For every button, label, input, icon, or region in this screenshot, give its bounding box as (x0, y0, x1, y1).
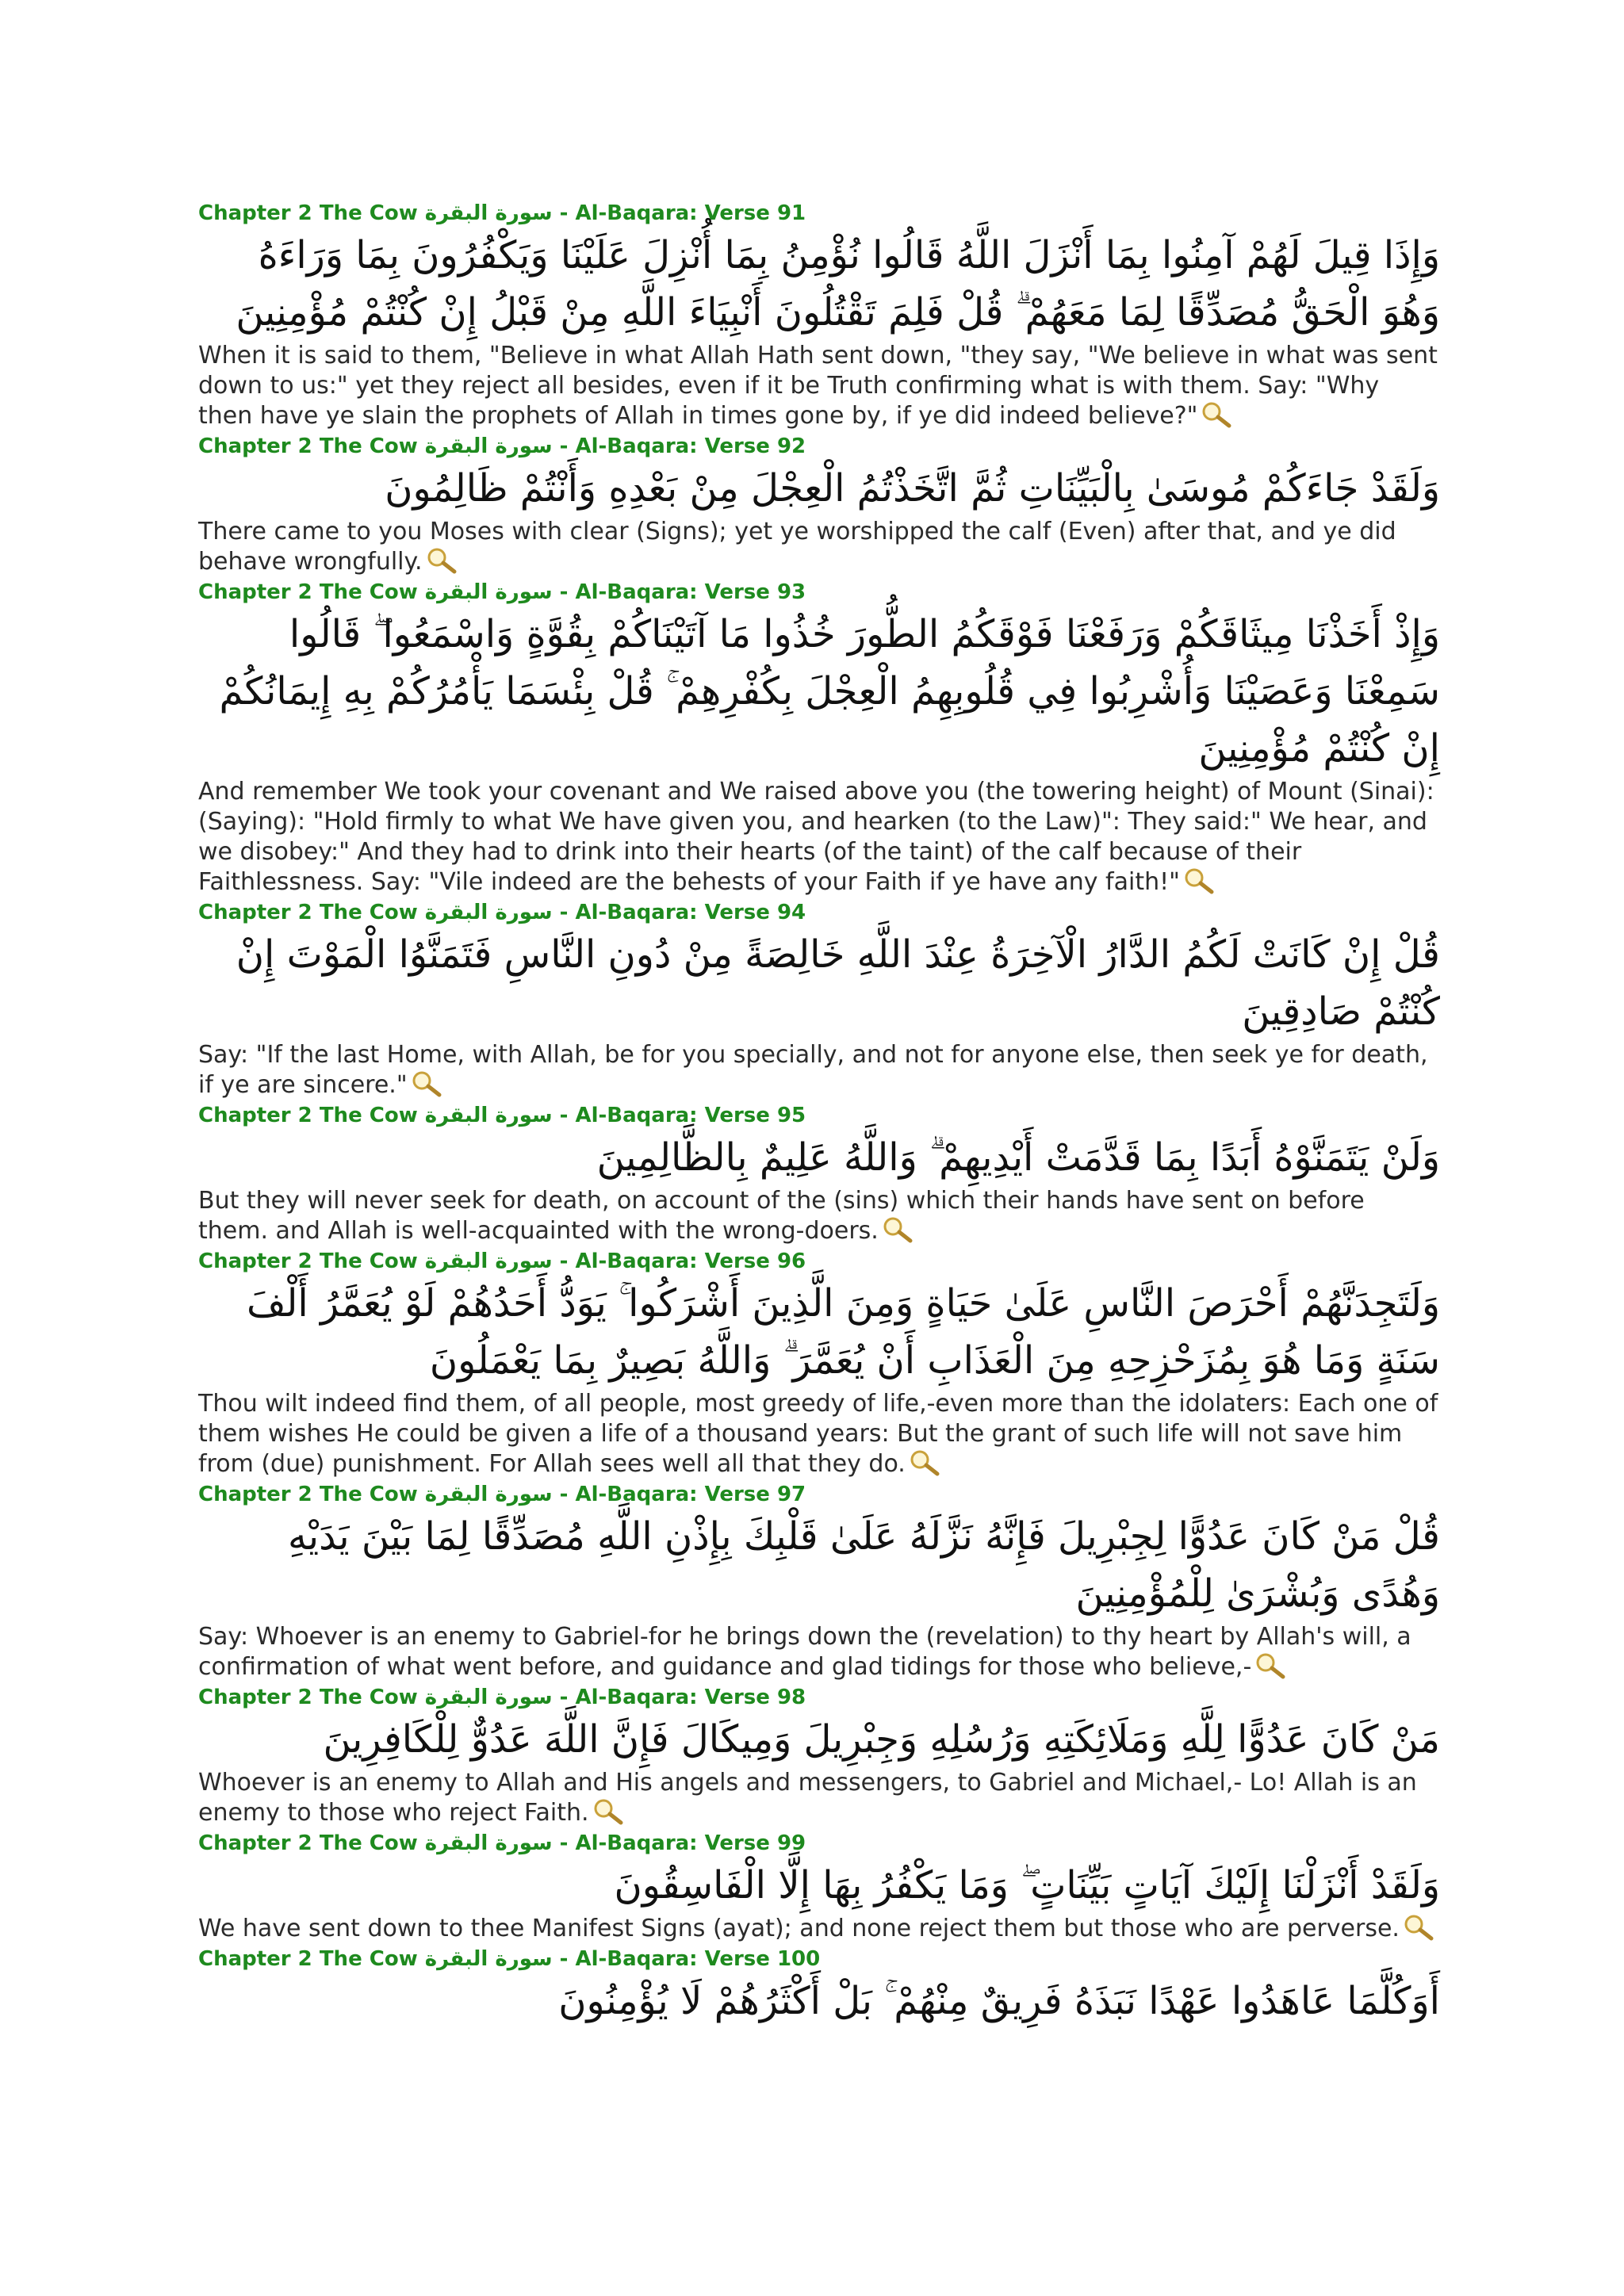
magnifier-icon[interactable] (426, 547, 458, 574)
surah-name-arabic: سورة البقرة (424, 580, 553, 604)
heading-separator: - (552, 1483, 576, 1506)
chapter-label: Chapter 2 The Cow (198, 580, 418, 604)
surah-name-arabic: سورة البقرة (424, 1249, 553, 1273)
arabic-verse-text: وَإِذْ أَخَذْنَا مِيثَاقَكُمْ وَرَفَعْنَا فَوْقَكُمُ الطُّورَ خُذُوا مَا آتَيْنَاكُمْ بِقُوَّةٍ وَاسْمَعُوا ۖ قَالُوا سَمِعْنَا وَعَصَيْنَا وَأُشْرِبُوا فِي قُلُوبِهِمُ الْعِجْلَ بِكُفْرِهِمْ ۚ قُلْ بِئْسَمَا يَأْمُرُكُمْ بِهِ إِيمَانُكُمْ إِنْ كُنْتُمْ مُؤْمِنِينَ (219, 612, 1440, 771)
verse-reference: Al-Baqara: Verse 100 (575, 1947, 821, 1971)
chapter-label: Chapter 2 The Cow (198, 1686, 418, 1709)
magnifier-icon[interactable] (909, 1449, 940, 1476)
magnifier-icon[interactable] (1403, 1914, 1434, 1941)
arabic-verse-text: وَلَنْ يَتَمَنَّوْهُ أَبَدًا بِمَا قَدَّمَتْ أَيْدِيهِمْ ۗ وَاللَّهُ عَلِيمٌ بِالظَّالِمِينَ (596, 1135, 1440, 1180)
chapter-label: Chapter 2 The Cow (198, 1831, 418, 1855)
verse-reference: Al-Baqara: Verse 91 (575, 201, 806, 225)
heading-separator: - (552, 580, 576, 604)
translation-text (198, 1186, 1440, 1246)
surah-name-arabic: سورة البقرة (424, 201, 553, 225)
verse-99 (198, 1830, 1440, 1944)
magnifier-icon[interactable] (1183, 867, 1215, 894)
verse-reference: Al-Baqara: Verse 93 (575, 580, 806, 604)
translation-text (198, 1622, 1440, 1682)
verse-heading[interactable] (198, 433, 1440, 460)
chapter-label: Chapter 2 The Cow (198, 901, 418, 924)
surah-name-arabic: سورة البقرة (424, 1686, 553, 1709)
verse-heading[interactable] (198, 1830, 1440, 1857)
arabic-verse-text: وَلَتَجِدَنَّهُمْ أَحْرَصَ النَّاسِ عَلَىٰ حَيَاةٍ وَمِنَ الَّذِينَ أَشْرَكُوا ۚ يَوَدُّ أَحَدُهُمْ لَوْ يُعَمَّرُ أَلْفَ سَنَةٍ وَمَا هُوَ بِمُزَحْزِحِهِ مِنَ الْعَذَابِ أَنْ يُعَمَّرَ ۗ وَاللَّهُ بَصِيرٌ بِمَا يَعْمَلُونَ (247, 1281, 1440, 1383)
verse-heading[interactable] (198, 200, 1440, 227)
verse-heading[interactable] (198, 1481, 1440, 1508)
translation-body: When it is said to them, "Believe in what Allah Hath sent down, "they say, "We believe in what was sent down to us:" yet they reject all besides, even if it be Truth confirming what is with them. Say: "Why then have ye slain the prophets of Allah in times gone by, if ye did indeed believe?" (198, 342, 1438, 430)
translation-text (198, 1389, 1440, 1479)
heading-separator: - (552, 901, 576, 924)
verse-heading[interactable] (198, 579, 1440, 606)
chapter-label: Chapter 2 The Cow (198, 1947, 418, 1971)
verse-heading[interactable] (198, 1102, 1440, 1129)
heading-separator: - (552, 1831, 576, 1855)
chapter-label: Chapter 2 The Cow (198, 1104, 418, 1127)
arabic-verse-text: وَإِذَا قِيلَ لَهُمْ آمِنُوا بِمَا أَنْزَلَ اللَّهُ قَالُوا نُؤْمِنُ بِمَا أُنْزِلَ عَلَيْنَا وَيَكْفُرُونَ بِمَا وَرَاءَهُ وَهُوَ الْحَقُّ مُصَدِّقًا لِمَا مَعَهُمْ ۗ قُلْ فَلِمَ تَقْتُلُونَ أَنْبِيَاءَ اللَّهِ مِنْ قَبْلُ إِنْ كُنْتُمْ مُؤْمِنِينَ (236, 233, 1440, 335)
verse-reference: Al-Baqara: Verse 96 (575, 1249, 806, 1273)
translation-text (198, 1040, 1440, 1100)
verse-reference: Al-Baqara: Verse 94 (575, 901, 806, 924)
chapter-label: Chapter 2 The Cow (198, 434, 418, 458)
verse-reference: Al-Baqara: Verse 98 (575, 1686, 806, 1709)
chapter-label: Chapter 2 The Cow (198, 1483, 418, 1506)
heading-separator: - (552, 1249, 576, 1273)
translation-text (198, 517, 1440, 577)
arabic-verse-text: أَوَكُلَّمَا عَاهَدُوا عَهْدًا نَبَذَهُ فَرِيقٌ مِنْهُمْ ۚ بَلْ أَكْثَرُهُمْ لَا يُؤْمِنُونَ (558, 1979, 1440, 2023)
heading-separator: - (552, 1686, 576, 1709)
magnifier-icon[interactable] (1201, 401, 1232, 428)
surah-name-arabic: سورة البقرة (424, 1831, 553, 1855)
translation-body: Say: Whoever is an enemy to Gabriel-for he brings down the (revelation) to thy heart by Allah's will, a confirmation of what went before, and guidance and glad tidings for those who believe,- (198, 1623, 1411, 1681)
translation-text (198, 1914, 1440, 1944)
magnifier-icon[interactable] (882, 1216, 914, 1243)
surah-name-arabic: سورة البقرة (424, 901, 553, 924)
heading-separator: - (552, 1947, 576, 1971)
verse-96 (198, 1248, 1440, 1479)
verse-91 (198, 200, 1440, 431)
verse-reference: Al-Baqara: Verse 92 (575, 434, 806, 458)
heading-separator: - (552, 201, 576, 225)
verse-reference: Al-Baqara: Verse 95 (575, 1104, 806, 1127)
magnifier-icon[interactable] (592, 1798, 624, 1825)
verse-95 (198, 1102, 1440, 1246)
translation-body: Thou wilt indeed find them, of all people, most greedy of life,-even more than the idolaters: Each one of them wishes He could be given a life of a thousand years: But the grant of such life will not save him from (due) punishment. For Allah sees well all that they do. (198, 1390, 1438, 1478)
arabic-verse-text: وَلَقَدْ جَاءَكُمْ مُوسَىٰ بِالْبَيِّنَاتِ ثُمَّ اتَّخَذْتُمُ الْعِجْلَ مِنْ بَعْدِهِ وَأَنْتُمْ ظَالِمُونَ (385, 466, 1440, 511)
magnifier-icon[interactable] (411, 1070, 442, 1097)
heading-separator: - (552, 1104, 576, 1127)
verse-heading[interactable] (198, 1684, 1440, 1711)
translation-body: Whoever is an enemy to Allah and His angels and messengers, to Gabriel and Michael,- Lo! Allah is an enemy to those who reject Faith. (198, 1769, 1417, 1827)
arabic-verse-text: قُلْ مَنْ كَانَ عَدُوًّا لِجِبْرِيلَ فَإِنَّهُ نَزَّلَهُ عَلَىٰ قَلْبِكَ بِإِذْنِ اللَّهِ مُصَدِّقًا لِمَا بَيْنَ يَدَيْهِ وَهُدًى وَبُشْرَىٰ لِلْمُؤْمِنِينَ (287, 1514, 1440, 1616)
surah-name-arabic: سورة البقرة (424, 1947, 553, 1971)
arabic-verse-text: وَلَقَدْ أَنْزَلْنَا إِلَيْكَ آيَاتٍ بَيِّنَاتٍ ۖ وَمَا يَكْفُرُ بِهَا إِلَّا الْفَاسِقُونَ (614, 1863, 1440, 1908)
translation-text (198, 341, 1440, 431)
verse-reference: Al-Baqara: Verse 97 (575, 1483, 806, 1506)
verse-heading[interactable] (198, 1248, 1440, 1275)
translation-body: There came to you Moses with clear (Signs); yet ye worshipped the calf (Even) after that, and ye did behave wrongfully. (198, 518, 1396, 576)
translation-text (198, 1768, 1440, 1828)
translation-body: And remember We took your covenant and We raised above you (the towering height) of Mount (Sinai): (Saying): "Hold firmly to what We have given you, and hearken (to the Law)": They said:" We hear, and we disobey:" And they had to drink into their hearts (of the taint) of the calf because of their Faithlessness. Say: "Vile indeed are the behests of your Faith if ye have any faith!" (198, 778, 1434, 896)
translation-body: But they will never seek for death, on account of the (sins) which their hands have sent on before them. and Allah is well-acquainted with the wrong-doers. (198, 1187, 1365, 1245)
surah-name-arabic: سورة البقرة (424, 1104, 553, 1127)
arabic-verse-text: مَنْ كَانَ عَدُوًّا لِلَّهِ وَمَلَائِكَتِهِ وَرُسُلِهِ وَجِبْرِيلَ وَمِيكَالَ فَإِنَّ اللَّهَ عَدُوٌّ لِلْكَافِرِينَ (323, 1717, 1440, 1762)
translation-text (198, 777, 1440, 897)
surah-name-arabic: سورة البقرة (424, 434, 553, 458)
verse-heading[interactable] (198, 1946, 1440, 1973)
magnifier-icon[interactable] (1254, 1652, 1286, 1679)
verse-92 (198, 433, 1440, 577)
heading-separator: - (552, 434, 576, 458)
verse-93 (198, 579, 1440, 897)
chapter-label: Chapter 2 The Cow (198, 201, 418, 225)
verse-heading[interactable] (198, 899, 1440, 926)
translation-body: We have sent down to thee Manifest Signs (ayat); and none reject them but those who are perverse. (198, 1915, 1400, 1942)
arabic-verse-text: قُلْ إِنْ كَانَتْ لَكُمُ الدَّارُ الْآخِرَةُ عِنْدَ اللَّهِ خَالِصَةً مِنْ دُونِ النَّاسِ فَتَمَنَّوُا الْمَوْتَ إِنْ كُنْتُمْ صَادِقِينَ (236, 932, 1440, 1034)
verse-97 (198, 1481, 1440, 1682)
verse-100 (198, 1946, 1440, 2030)
translation-body: Say: "If the last Home, with Allah, be for you specially, and not for anyone else, then seek ye for death, if ye are sincere." (198, 1041, 1428, 1099)
surah-name-arabic: سورة البقرة (424, 1483, 553, 1506)
verse-reference: Al-Baqara: Verse 99 (575, 1831, 806, 1855)
verse-98 (198, 1684, 1440, 1828)
verse-94 (198, 899, 1440, 1100)
chapter-label: Chapter 2 The Cow (198, 1249, 418, 1273)
